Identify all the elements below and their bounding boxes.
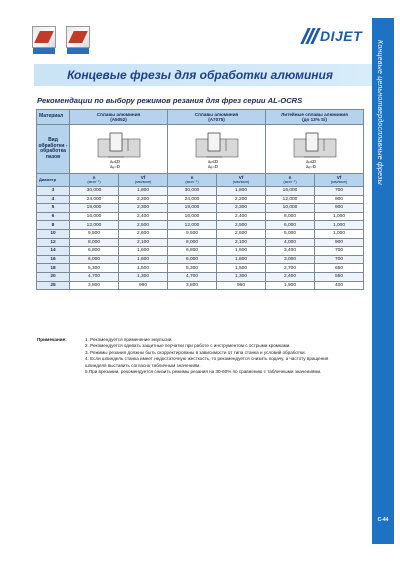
- rpm-cell: 2,400: [266, 272, 315, 281]
- logo-text: DIJET: [320, 28, 363, 44]
- rpm-cell: 30,000: [168, 187, 217, 196]
- feed-cell: 2,600: [119, 229, 168, 238]
- feed-cell: 1,300: [119, 272, 168, 281]
- material-group-name: Сплавы алюминия: [96, 111, 141, 117]
- feed-cell: 1,600: [119, 247, 168, 256]
- col-n-unit: (мин⁻¹): [283, 179, 297, 185]
- rpm-header: [70, 174, 119, 187]
- material-group-name: Сплавы алюминия: [194, 111, 239, 117]
- page-title: Концевые фрезы для обработки алюминия: [67, 68, 333, 82]
- diameter-cell: 20: [37, 272, 70, 281]
- feed-cell: 900: [315, 204, 364, 213]
- slotting-figure-cell: [70, 125, 168, 174]
- material-header-row: [37, 110, 364, 125]
- feed-header: [119, 174, 168, 187]
- rpm-cell: 6,800: [70, 247, 119, 256]
- feed-cell: 2,500: [119, 221, 168, 230]
- feed-header: [217, 174, 266, 187]
- rpm-cell: 5,300: [70, 264, 119, 273]
- note-item: шпинделя выставить согласно табличным значениям.: [85, 362, 201, 368]
- ae-label: aₑ=D: [305, 164, 316, 169]
- feed-cell: 1,600: [217, 247, 266, 256]
- slotting-diagram-icon: [84, 127, 154, 171]
- table-body: [37, 187, 364, 290]
- rpm-cell: 9,500: [168, 229, 217, 238]
- rpm-cell: 30,000: [70, 187, 119, 196]
- page-number: C-44: [377, 517, 389, 523]
- operation-row: [37, 125, 364, 174]
- table-row: [37, 187, 364, 196]
- material-group-grade: (до 13% Si): [302, 117, 327, 122]
- rpm-header: [266, 174, 315, 187]
- brand-logo: [300, 26, 362, 46]
- rpm-cell: 12,000: [70, 221, 119, 230]
- feed-cell: 1,000: [315, 221, 364, 230]
- col-n-label: n: [190, 175, 194, 181]
- table-caption: Рекомендации по выбору режимов резания для фрез серии AL-OCRS: [37, 96, 303, 105]
- rpm-cell: 8,000: [168, 238, 217, 247]
- table-row: [37, 212, 364, 221]
- note-item: 3. Режимы резания должны быть скорректированы в зависимости от типа станка и условий обработки.: [85, 349, 306, 355]
- title-band: [34, 64, 372, 86]
- feed-cell: 1,800: [217, 187, 266, 196]
- feed-cell: 1,600: [119, 255, 168, 264]
- units-header-row: [37, 174, 364, 187]
- note-item: 1. Рекомендуется применение эмульсии.: [85, 337, 173, 342]
- thumbnail-image-2: [66, 26, 90, 48]
- feed-cell: 2,400: [119, 212, 168, 221]
- feed-header: [315, 174, 364, 187]
- feed-cell: 1,500: [119, 264, 168, 273]
- diameter-cell: 25: [37, 281, 70, 290]
- rpm-cell: 6,000: [266, 221, 315, 230]
- rpm-cell: 16,000: [168, 212, 217, 221]
- material-group-2: [168, 110, 266, 125]
- ap-label: aₚ≤D: [109, 159, 120, 164]
- table-row: [37, 247, 364, 256]
- col-vf-unit: (мм/мин): [134, 179, 152, 185]
- feed-cell: 960: [217, 281, 266, 290]
- material-group-grade: (A5052): [110, 117, 127, 122]
- diameter-header: Диаметр: [37, 174, 70, 187]
- slotting-figure-cell: [168, 125, 266, 174]
- diameter-cell: 6: [37, 212, 70, 221]
- col-vf-label: Vf: [140, 175, 146, 181]
- feed-cell: 1,000: [315, 229, 364, 238]
- note-item: 5.При врезании, рекомендуется снизить режимы резания на 30-60% по сравнению с табличными значениями.: [85, 369, 322, 375]
- rpm-cell: 10,000: [266, 204, 315, 213]
- table-row: [37, 264, 364, 273]
- diameter-cell: 10: [37, 229, 70, 238]
- feed-cell: 1,000: [315, 212, 364, 221]
- sidebar-section-title: Концевые цельнотвердосплавные фрезы: [376, 40, 383, 185]
- rpm-cell: 5,300: [168, 264, 217, 273]
- col-n-unit: (мин⁻¹): [185, 179, 199, 185]
- rpm-cell: 16,000: [266, 187, 315, 196]
- rpm-cell: 12,000: [266, 195, 315, 204]
- rpm-cell: 9,500: [70, 229, 119, 238]
- diameter-cell: 12: [37, 238, 70, 247]
- rpm-cell: 1,900: [266, 281, 315, 290]
- slotting-diagram-icon: [182, 127, 252, 171]
- material-group-1: [70, 110, 168, 125]
- rpm-cell: 6,000: [70, 255, 119, 264]
- table-row: [37, 272, 364, 281]
- col-vf-unit: (мм/мин): [232, 179, 250, 185]
- feed-cell: 2,200: [217, 195, 266, 204]
- rpm-cell: 8,000: [266, 212, 315, 221]
- col-vf-label: Vf: [238, 175, 244, 181]
- material-group-name: Литейные сплавы алюминия: [281, 111, 348, 117]
- feed-cell: 2,200: [119, 195, 168, 204]
- diameter-cell: 4: [37, 195, 70, 204]
- rpm-cell: 6,000: [168, 255, 217, 264]
- rpm-cell: 8,000: [70, 238, 119, 247]
- table-row: [37, 238, 364, 247]
- thumbnail-image-1: [32, 26, 56, 48]
- rpm-header: [168, 174, 217, 187]
- feed-cell: 2,500: [217, 221, 266, 230]
- cutting-conditions-table: [36, 109, 364, 290]
- col-vf-label: Vf: [336, 175, 342, 181]
- table-row: [37, 195, 364, 204]
- diameter-cell: 8: [37, 221, 70, 230]
- feed-cell: 1,500: [217, 264, 266, 273]
- diameter-cell: 16: [37, 255, 70, 264]
- rpm-cell: 4,000: [266, 238, 315, 247]
- section-sidebar: [372, 18, 394, 544]
- col-n-label: n: [288, 175, 292, 181]
- ap-label: aₚ≤D: [305, 159, 316, 164]
- feed-cell: 2,400: [217, 212, 266, 221]
- feed-cell: 960: [119, 281, 168, 290]
- notes-list: [85, 337, 365, 375]
- product-thumbnails: [32, 26, 96, 48]
- slotting-figure-cell: [266, 125, 364, 174]
- rpm-cell: 3,400: [266, 247, 315, 256]
- feed-cell: 1,800: [119, 187, 168, 196]
- rpm-cell: 19,000: [70, 204, 119, 213]
- rpm-cell: 3,000: [266, 255, 315, 264]
- ap-label: aₚ≤D: [207, 159, 218, 164]
- rpm-cell: 19,000: [168, 204, 217, 213]
- rpm-cell: 24,000: [168, 195, 217, 204]
- feed-cell: 900: [315, 238, 364, 247]
- feed-cell: 900: [315, 195, 364, 204]
- rpm-cell: 3,800: [168, 281, 217, 290]
- feed-cell: 2,100: [119, 238, 168, 247]
- rpm-cell: 4,700: [70, 272, 119, 281]
- rpm-cell: 5,000: [266, 229, 315, 238]
- rpm-cell: 4,700: [168, 272, 217, 281]
- logo-mark-icon: [300, 28, 318, 44]
- col-vf-unit: (мм/мин): [330, 179, 348, 185]
- rpm-cell: 3,800: [70, 281, 119, 290]
- feed-cell: 700: [315, 247, 364, 256]
- table-row: [37, 229, 364, 238]
- slotting-diagram-icon: [280, 127, 350, 171]
- diameter-cell: 18: [37, 264, 70, 273]
- material-group-3: [266, 110, 364, 125]
- col-n-unit: (мин⁻¹): [87, 179, 101, 185]
- feed-cell: 2,100: [217, 238, 266, 247]
- feed-cell: 700: [315, 187, 364, 196]
- material-group-grade: (A7075): [208, 117, 225, 122]
- feed-cell: 2,600: [217, 229, 266, 238]
- feed-cell: 2,300: [217, 204, 266, 213]
- note-item: 2. Рекомендуется одевать защитные перчатки при работе с инструментом с острыми кромками.: [85, 343, 291, 349]
- feed-cell: 700: [315, 255, 364, 264]
- rpm-cell: 2,700: [266, 264, 315, 273]
- rpm-cell: 12,000: [168, 221, 217, 230]
- feed-cell: 650: [315, 264, 364, 273]
- rpm-cell: 6,800: [168, 247, 217, 256]
- note-item: 4. Если шпиндель станка имеет недостаточную жесткость, то рекомендуется снизить подачу, а частоту вращения: [85, 356, 329, 362]
- feed-cell: 1,600: [217, 255, 266, 264]
- diameter-cell: 14: [37, 247, 70, 256]
- notes-label: Примечание:: [37, 337, 67, 342]
- rpm-cell: 16,000: [70, 212, 119, 221]
- table-row: [37, 221, 364, 230]
- feed-cell: 2,300: [119, 204, 168, 213]
- feed-cell: 1,300: [217, 272, 266, 281]
- table-row: [37, 255, 364, 264]
- operation-header: Вид обработки - обработка пазов: [37, 125, 70, 174]
- diameter-cell: 5: [37, 204, 70, 213]
- table-row: [37, 204, 364, 213]
- diameter-cell: 3: [37, 187, 70, 196]
- rpm-cell: 24,000: [70, 195, 119, 204]
- feed-cell: 400: [315, 281, 364, 290]
- table-row: [37, 281, 364, 290]
- ae-label: aₑ=D: [109, 164, 120, 169]
- feed-cell: 550: [315, 272, 364, 281]
- col-n-label: n: [92, 175, 96, 181]
- ae-label: aₑ=D: [207, 164, 218, 169]
- material-header: Материал: [37, 110, 70, 125]
